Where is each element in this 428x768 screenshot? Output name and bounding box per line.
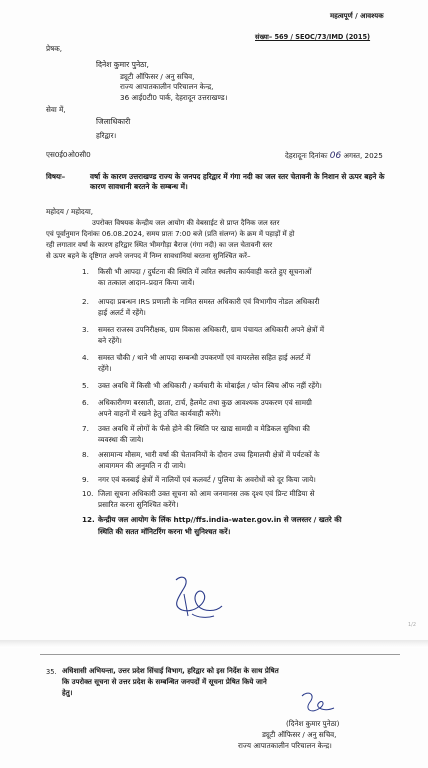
list-item [82,489,315,509]
item-line: का तत्काल आदान–प्रदान किया जायें। [98,278,195,287]
copy-note-line: कि उपरोक्त सूचना से उत्तर प्रदेश के सम्बन्धित जनपदों में सूचना प्रेषित किये जाने [62,678,267,686]
para-line-3: रही लगातार वर्षा के कारण हरिद्वार स्थित भीमगौड़ा बैराज (गंगा नदी) का जल चेतावनी स्तर [46,241,273,249]
list-item [82,353,311,373]
dept-code: एस0ई0ओ0सी0 [46,150,91,159]
date-suffix: अगस्त, 2025 [343,151,383,160]
list-item [82,297,320,317]
recipient-place: हरिद्वार। [96,131,117,140]
item-line: उक्त अवधि में किसी भी अधिकारी / कर्मचारी के मोबाईल / फोन स्विच ऑफ नहीं रहेंगे। [98,381,322,390]
subject-label: विषयः– [46,172,66,181]
sender-address: 36 आई0टी0 पार्क, देहरादून उत्तराखण्ड। [120,93,228,102]
para-line-2: एवं पूर्वानुमान दिनांकः 06.08.2024, समय प्रातः 7:00 बजे (प्रति संलग्न) के क्रम में पहाड़ों में हो [46,230,295,238]
list-item [82,325,325,345]
list-item [82,515,342,536]
date-prefix: देहरादूनः दिनांकः [285,151,328,160]
item-number: 2. [82,297,89,306]
copy-note-line: हेतु। [62,689,73,697]
closing-office: राज्य आपातकालीन परिचालन केन्द्र। [238,741,332,750]
item-number: 7. [82,424,89,433]
item-line: प्रसारित करना सुनिश्चित करेंगे। [98,500,179,509]
recipient-label: सेवा में, [46,105,66,114]
item-number: 8. [82,450,89,459]
closing-name: (दिनेश कुमार पुनेठा) [286,719,340,728]
list-item [82,381,322,391]
item-line: आवागमन की अनुमति न दी जाये। [98,461,186,470]
section-divider [40,654,400,655]
item-number: 9. [82,475,89,484]
list-item [82,475,316,485]
signature-image [298,690,338,716]
page-fold [0,640,428,648]
sender-name: दिनेश कुमार पुनेठा, [96,60,149,69]
item-line: केन्द्रीय जल आयोग के लिंक http//ffs.india-water.gov.in से जलस्तर / खतरे की [98,515,342,524]
item-number: 4. [82,353,89,362]
copy-note-number: 35. [46,668,57,676]
item-number: 1. [82,267,89,276]
signature-image [168,572,228,622]
list-item [82,450,320,470]
sender-label: प्रेषक, [46,44,63,53]
reference-number: संख्या– 569 / SEOC/73/IMD (2015) [255,33,371,41]
item-number: 5. [82,381,89,390]
list-item [82,424,310,444]
item-line: समस्त राजस्व उपनिरीक्षक, ग्राम विकास अधिकारी, ग्राम पंचायत अधिकारी अपने क्षेत्रों में [98,325,325,334]
sender-designation: ड्यूटी ऑफिसर / अनु सचिव, [120,72,195,81]
para-line-1: उपरोक्त विषयक केन्द्रीय जल आयोग की वेबसाईट से प्राप्त दैनिक जल स्तर [92,219,280,227]
item-line: अपने वाहनों में रखने हेतु उचित कार्यवाही करेंगे। [98,409,221,418]
copy-note-line: अधिशासी अभियन्ता, उत्तर प्रदेश सिंचाई विभाग, हरिद्वार को इस निर्देश के साथ प्रेषित [62,667,279,675]
item-line: समस्त चौकी / थाने भी आपदा सम्बन्धी उपकरणों एवं वायरलेस सहित हाई अलर्ट में [98,353,311,362]
item-number: 10. [82,489,94,498]
item-line: उक्त अवधि में लोगों के फँसे होने की स्थिति पर खाद्य सामग्री व मेडिकल सुविधा की [98,424,310,433]
priority-label: महत्वपूर्ण / आवश्यक [330,12,384,20]
item-line: व्यवस्था की जाये। [98,435,144,444]
item-line: नगर एवं कस्बाई क्षेत्रों में नालियों एवं कलवर्ट / पुलिया के अवरोधों को दूर किया जाये। [98,475,316,484]
item-line: रहेंगे। [98,364,112,373]
item-line: अधिकारीगण बरसाती, छाता, टार्च, हैलमेट तथा कुछ आवश्यक उपकरण एवं सामग्री [98,398,312,407]
item-line: असामान्य मौसम, भारी वर्षा की चेतावनियों के दौरान उच्च हिमालयी क्षेत्रों में पर्यटकों के [98,450,320,459]
page-mark: 1/2 [407,622,416,628]
item-line: किसी भी आपदा / दुर्घटना की स्थिति में त्वरित स्थलीय कार्यवाही करते हुए सूचनाओं [98,267,312,276]
item-number: 6. [82,398,89,407]
subject-text: वर्षा के कारण उत्तराखण्ड राज्य के जनपद हरिद्वार में गंगा नदी का जल स्तर चेतावनी के निशान से ऊपर बहने के कारण सावधानी बरतने के सम्बन्ध में। [90,172,385,192]
closing-designation: ड्यूटी ऑफिसर / अनु सचिव, [262,730,337,739]
item-line: आपदा प्रबन्धन IRS प्रणाली के नामित समस्त अधिकारी एवं विभागीय नोडल अधिकारी [98,297,320,306]
item-line: स्थिति की सतत मॉनिटरिंग करना भी सुनिश्चत करें। [98,527,231,536]
item-line: जिला सूचना अधिकारी उक्त सूचना को आम जनमानस तक दृश्य एवं प्रिन्ट मीडिया से [98,489,315,498]
item-number: 12. [82,515,95,524]
salutation: महोदय / महोदया, [46,207,94,216]
list-item [82,398,312,418]
recipient-title: जिलाधिकारी [96,117,131,126]
item-line: हाई अलर्ट में रहेंगे। [98,308,146,317]
item-line: बने रहेंगे। [98,336,122,345]
list-item [82,267,312,287]
item-number: 3. [82,325,89,334]
para-line-4: से ऊपर बहने के दृष्टिगत अपने जनपद में निम्न सावधानियां बरतना सुनिश्चित करें– [46,252,251,260]
sender-office: राज्य आपातकालीन परिचालन केन्द्र, [120,82,214,91]
date-day: 06 [329,151,342,161]
letter-date [285,150,383,162]
